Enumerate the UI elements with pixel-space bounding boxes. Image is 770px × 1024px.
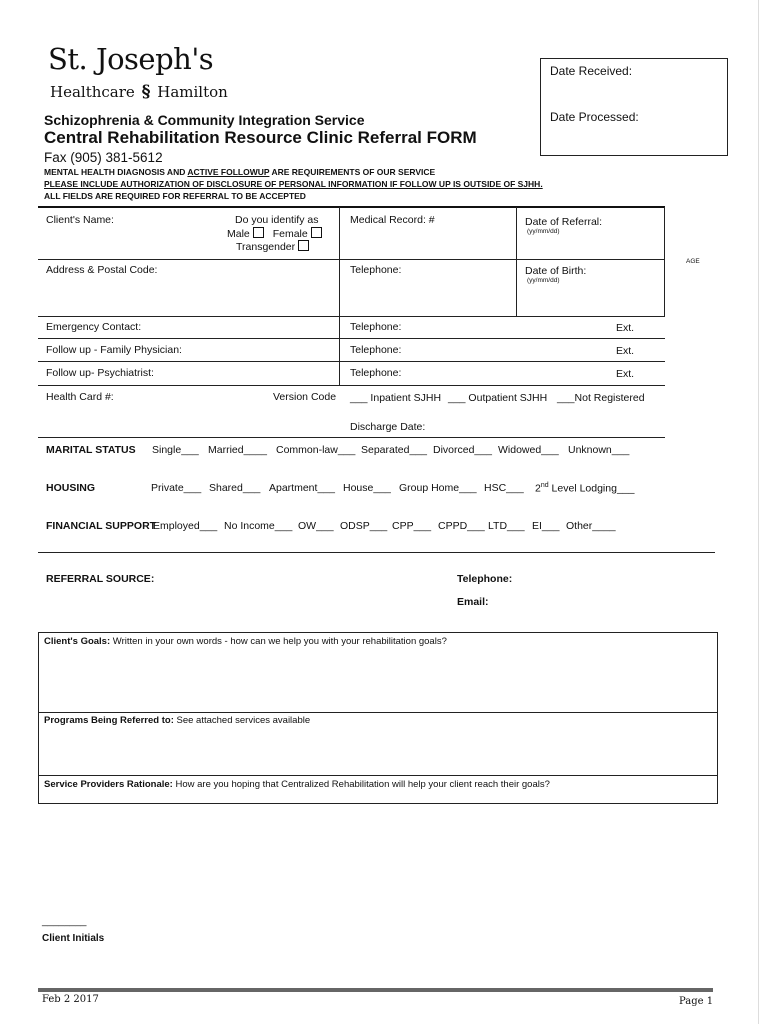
referral-telephone-label: Telephone: [457, 573, 513, 585]
col-divider-2 [516, 207, 517, 316]
scan-edge [758, 0, 759, 1024]
logo-healthcare: Healthcare [50, 83, 135, 101]
marital-unknown[interactable]: Unknown___ [568, 444, 630, 456]
row-rule-4 [38, 361, 665, 362]
inpatient-option[interactable]: ___ Inpatient SJHH [350, 392, 442, 404]
physician-ext-label: Ext. [616, 345, 635, 357]
housing-house[interactable]: House___ [343, 482, 391, 494]
housing-private[interactable]: Private___ [151, 482, 202, 494]
transgender-checkbox[interactable] [298, 240, 309, 251]
emergency-contact-label: Emergency Contact: [46, 321, 142, 333]
goals-divider [38, 712, 717, 713]
gender-row-2 [236, 240, 309, 253]
programs-prompt: Programs Being Referred to: See attached services available [44, 715, 311, 726]
gender-row-1 [227, 227, 322, 240]
marital-divorced[interactable]: Divorced___ [433, 444, 492, 456]
psychiatrist-label: Follow up- Psychiatrist: [46, 367, 154, 379]
programs-divider [38, 775, 717, 776]
referral-date-format: (yy/mm/dd) [527, 228, 560, 235]
financial-support-label: FINANCIAL SUPPORT [46, 520, 157, 532]
age-label: AGE [686, 258, 700, 265]
health-card-label: Health Card #: [46, 391, 114, 403]
fax-number: Fax (905) 381-5612 [44, 150, 163, 165]
marital-separated[interactable]: Separated___ [361, 444, 427, 456]
address-label: Address & Postal Code: [46, 264, 158, 276]
notice-authorization: PLEASE INCLUDE AUTHORIZATION OF DISCLOSURE OF PERSONAL INFORMATION IF FOLLOW UP IS OUTSIDE OF SJHH. [44, 179, 543, 189]
housing-second-level-lodging[interactable]: 2nd Level Lodging___ [535, 482, 635, 495]
male-label: Male [227, 228, 250, 240]
financial-ltd[interactable]: LTD___ [488, 520, 525, 532]
family-physician-label: Follow up - Family Physician: [46, 344, 182, 356]
date-of-birth-label: Date of Birth: [525, 265, 587, 277]
financial-no-income[interactable]: No Income___ [224, 520, 293, 532]
page-title: Central Rehabilitation Resource Clinic Referral FORM [44, 128, 477, 147]
date-received-label: Date Received: [550, 64, 633, 78]
footer-rule [38, 988, 713, 992]
footer-page-number: Page 1 [679, 996, 714, 1007]
marital-common-law[interactable]: Common-law___ [276, 444, 356, 456]
identify-question: Do you identify as [235, 214, 319, 226]
birth-date-format: (yy/mm/dd) [527, 277, 560, 284]
logo-subtitle [50, 82, 228, 102]
transgender-label: Transgender [236, 241, 296, 253]
table-top-rule [38, 206, 665, 208]
version-code-label: Version Code [273, 391, 337, 403]
medical-record-label: Medical Record: # [350, 214, 435, 226]
financial-cpp[interactable]: CPP___ [392, 520, 432, 532]
marital-widowed[interactable]: Widowed___ [498, 444, 559, 456]
row-rule-1 [38, 259, 665, 260]
marital-married[interactable]: Married____ [208, 444, 267, 456]
discharge-date-label: Discharge Date: [350, 421, 426, 433]
female-checkbox[interactable] [311, 227, 322, 238]
physician-telephone-label: Telephone: [350, 344, 402, 356]
service-title: Schizophrenia & Community Integration Service [44, 112, 365, 128]
col-divider-contacts [339, 316, 340, 386]
psychiatrist-telephone-label: Telephone: [350, 367, 402, 379]
financial-cppd[interactable]: CPPD___ [438, 520, 485, 532]
psychiatrist-ext-label: Ext. [616, 368, 635, 380]
telephone-label: Telephone: [350, 264, 402, 276]
emergency-ext-label: Ext. [616, 322, 635, 334]
footer-date: Feb 2 2017 [42, 994, 99, 1005]
outpatient-option[interactable]: ___ Outpatient SJHH [448, 392, 548, 404]
col-divider-1 [339, 207, 340, 259]
logo-icon: § [141, 82, 151, 102]
marital-single[interactable]: Single___ [152, 444, 199, 456]
financial-odsp[interactable]: ODSP___ [340, 520, 388, 532]
notice-required: ALL FIELDS ARE REQUIRED FOR REFERRAL TO BE ACCEPTED [44, 191, 306, 201]
financial-ei[interactable]: EI___ [532, 520, 560, 532]
col-divider-right [664, 207, 665, 316]
col-divider-1b [339, 259, 340, 316]
row-rule-2 [38, 316, 665, 317]
male-checkbox[interactable] [253, 227, 264, 238]
logo-name: St. Joseph's [48, 42, 214, 76]
rationale-prompt: Service Providers Rationale: How are you hoping that Centralized Rehabilitation will help your client reach their goals? [44, 779, 550, 790]
clients-goals-prompt: Client's Goals: Written in your own words - how can we help you with your rehabilitation goals? [44, 636, 447, 647]
row-rule-6 [38, 437, 665, 438]
referral-email-label: Email: [457, 596, 489, 608]
row-rule-3 [38, 338, 665, 339]
financial-other[interactable]: Other____ [566, 520, 616, 532]
date-processed-label: Date Processed: [550, 110, 639, 124]
financial-employed[interactable]: Employed___ [153, 520, 218, 532]
emergency-telephone-label: Telephone: [350, 321, 402, 333]
not-registered-option[interactable]: ___Not Registered [557, 392, 645, 404]
female-label: Female [272, 228, 308, 240]
referral-source-label: REFERRAL SOURCE: [46, 573, 155, 585]
housing-group-home[interactable]: Group Home___ [399, 482, 477, 494]
clients-name-label: Client's Name: [46, 214, 114, 226]
housing-label: HOUSING [46, 482, 96, 494]
row-rule-5 [38, 385, 665, 386]
client-initials-label: Client Initials [42, 933, 105, 944]
marital-status-label: MARITAL STATUS [46, 444, 136, 456]
notice-followup: MENTAL HEALTH DIAGNOSIS AND ACTIVE FOLLOWUP ARE REQUIREMENTS OF OUR SERVICE [44, 167, 436, 177]
logo-hamilton: Hamilton [157, 83, 228, 101]
housing-apartment[interactable]: Apartment___ [269, 482, 335, 494]
initials-line: ________ [42, 916, 87, 927]
row-rule-7 [38, 552, 715, 553]
housing-shared[interactable]: Shared___ [209, 482, 261, 494]
date-of-referral-label: Date of Referral: [525, 216, 603, 228]
housing-hsc[interactable]: HSC___ [484, 482, 524, 494]
financial-ow[interactable]: OW___ [298, 520, 334, 532]
